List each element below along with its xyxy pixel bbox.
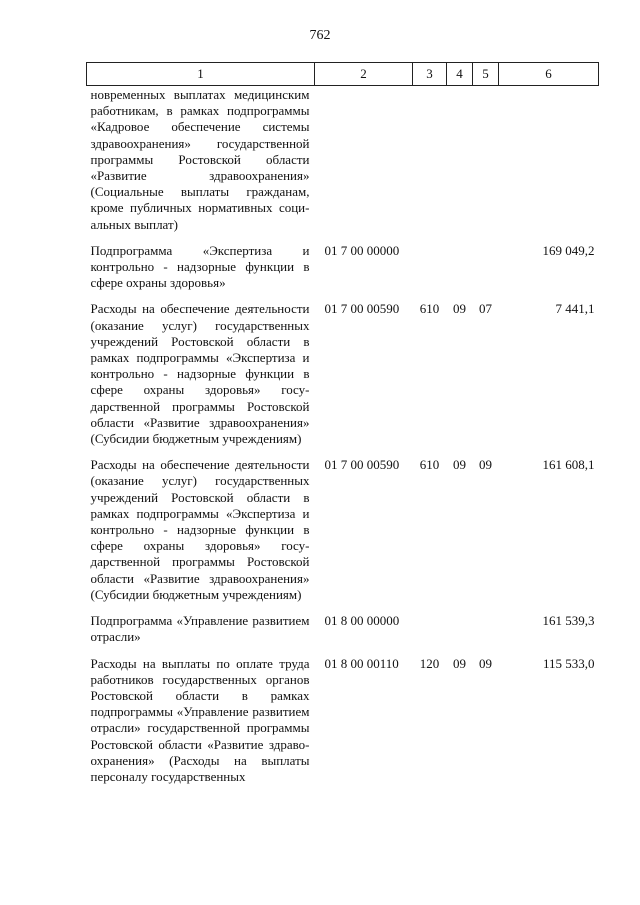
row-description: Расходы на обеспечение деятельности (оказание услуг) государственных учреждений Ростовской области в рамках подпрограммы «Экспертиза и контрольно - надзорные функции в сфере охраны здоровья» государственной программы Ростовской области «Развитие здравоохранения» (Субсидии бюджетным учреждениям) (90, 457, 310, 602)
column-header-3: 3 (413, 63, 447, 86)
column-header-1: 1 (87, 63, 315, 86)
row-code: 01 7 00 00000 (324, 242, 400, 258)
row-pr: 07 (479, 301, 492, 317)
row-pr (473, 613, 499, 655)
column-header-2: 2 (315, 63, 413, 86)
row-description: Подпрограмма «Экспертиза и контрольно - надзорные функции в сфере охраны здоровья» (90, 242, 310, 291)
table-row (87, 301, 599, 457)
row-code: 01 7 00 00590 (324, 301, 400, 317)
column-header-6: 6 (499, 63, 599, 86)
row-description: Расходы на обеспечение деятельности (оказание услуг) государственных учреждений Ростовской области в рамках подпрограммы «Экспертиза и контрольно - надзорные функции в сфере охраны здоровья» государственной программы Ростовской области «Развитие здравоохранения» (Субсидии бюджетным учреждениям) (90, 301, 310, 447)
table-header-row (87, 63, 599, 86)
row-pr (473, 243, 499, 302)
row-vr: 610 (419, 301, 440, 317)
column-header-4: 4 (447, 63, 473, 86)
row-rz (447, 86, 473, 243)
row-code: 01 8 00 00110 (324, 655, 399, 671)
row-amount: 115 533,0 (542, 655, 595, 671)
row-code: 01 8 00 00000 (324, 613, 400, 629)
table-row (87, 656, 599, 786)
row-amount: 169 049,2 (542, 242, 595, 258)
budget-table (86, 62, 599, 785)
row-vr (413, 243, 447, 302)
row-rz (447, 613, 473, 655)
row-pr: 09 (479, 457, 492, 473)
row-rz: 09 (453, 301, 466, 317)
row-code (315, 86, 413, 243)
table-row (87, 243, 599, 302)
row-amount: 161 539,3 (542, 613, 595, 629)
row-amount: 7 441,1 (555, 301, 595, 317)
row-code: 01 7 00 00590 (324, 457, 400, 473)
row-description: Расходы на выплаты по оплате труда работников государственных органов Ростовской области в рамках подпрограммы «Управление развитием отрасли» государственной программы Ростовской области «Развитие здравоохранения» (Расходы на выплаты персоналу государственных (90, 655, 310, 784)
row-description: новременных выплатах медицинским работникам, в рамках подпрограммы «Кадровое обеспечение системы здравоохранения» государственной программы Ростовской области «Развитие здравоохранения» (Социальные выплаты гражданам, кроме публичных нормативных социальных выплат) (90, 87, 310, 232)
row-vr: 120 (419, 655, 440, 671)
table-row (87, 86, 599, 243)
row-pr (473, 86, 499, 243)
row-vr: 610 (419, 457, 440, 473)
row-amount: 161 608,1 (542, 457, 595, 473)
page-number: 762 (309, 28, 331, 43)
row-amount (499, 86, 599, 243)
row-vr (413, 86, 447, 243)
row-rz: 09 (453, 655, 466, 671)
table-row (87, 457, 599, 613)
row-rz (447, 243, 473, 302)
row-pr: 09 (479, 655, 492, 671)
row-description: Подпрограмма «Управление развитием отрасли» (90, 613, 310, 645)
row-vr (413, 613, 447, 655)
column-header-5: 5 (473, 63, 499, 86)
table-row (87, 613, 599, 655)
row-rz: 09 (453, 457, 466, 473)
